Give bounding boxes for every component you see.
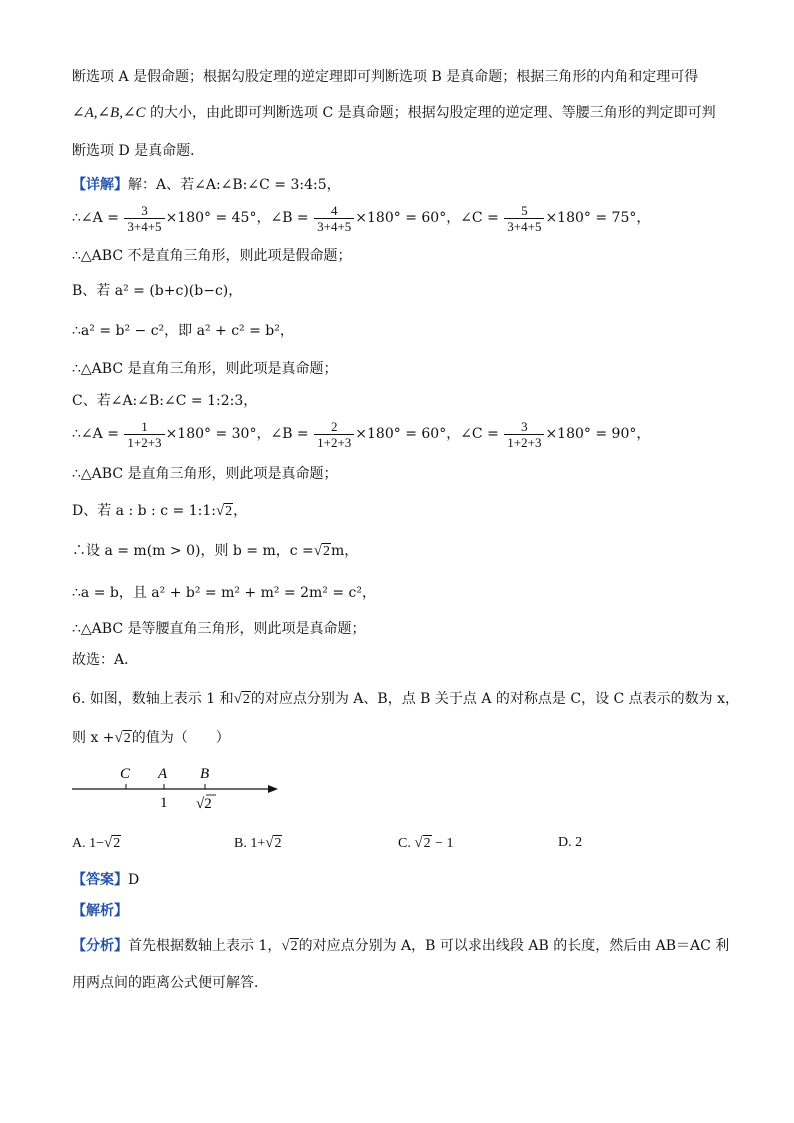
option-d[interactable]: D. 2 xyxy=(558,835,583,850)
text-line: ∴a² = b² − c²，即 a² + c² = b²， xyxy=(72,323,294,339)
point-label-c: C xyxy=(120,766,131,782)
text-span: 首先根据数轴上表示 1， xyxy=(128,938,282,954)
arrow-head-icon xyxy=(268,785,278,793)
point-label-a: A xyxy=(158,766,168,782)
text-line xyxy=(72,502,247,521)
text-line: ∴△ABC 是等腰直角三角形，则此项是真命题； xyxy=(72,621,366,637)
denominator: 1+2+3 xyxy=(127,434,162,450)
fraction xyxy=(504,419,544,450)
formula-line xyxy=(72,200,650,236)
radicand: 2 xyxy=(423,836,431,851)
text-span: ×180° = 30°，∠B = xyxy=(165,426,309,442)
sqrt: √2 xyxy=(313,543,331,559)
fraction xyxy=(124,419,164,450)
question-line xyxy=(72,729,230,748)
text-span: 的对应点分别为 A，B 可以求出线段 AB 的长度，然后由 AB＝AC 利 xyxy=(298,938,730,954)
question-line xyxy=(72,690,739,709)
radicand: 2 xyxy=(242,692,250,707)
denominator: 3+4+5 xyxy=(507,218,542,234)
option-label: − 1 xyxy=(431,836,454,851)
text-line xyxy=(72,542,358,561)
option-label: A. 1− xyxy=(72,836,105,851)
radicand: 2 xyxy=(225,504,233,519)
text-span: ×180° = 60°，∠C = xyxy=(355,210,499,226)
radicand: 2 xyxy=(113,836,121,851)
fraction xyxy=(314,203,354,234)
radicand: 2 xyxy=(323,544,331,559)
text-line: 断选项 A 是假命题；根据勾股定理的逆定理即可判断选项 B 是真命题；根据三角形的内角和定理可得 xyxy=(72,69,699,85)
option-label: C. xyxy=(398,836,415,851)
text-span: 的值为（ ） xyxy=(131,730,230,746)
text-span: 则 x + xyxy=(72,730,115,746)
text-line: B、若 a² = (b+c)(b−c)， xyxy=(72,283,243,299)
text-span: 解：A、若∠A:∠B:∠C = 3:4:5， xyxy=(128,177,341,193)
numerator: 3 xyxy=(504,419,544,435)
text-line: ∴△ABC 不是直角三角形，则此项是假命题； xyxy=(72,248,352,264)
option-c[interactable] xyxy=(398,835,453,852)
denominator: 3+4+5 xyxy=(317,218,352,234)
text-line: ∴△ABC 是直角三角形，则此项是真命题； xyxy=(72,466,338,482)
denominator: 1+2+3 xyxy=(507,434,542,450)
text-span: ×180° = 45°，∠B = xyxy=(165,210,309,226)
answer-line xyxy=(72,871,139,889)
section-tag: 【答案】 xyxy=(72,872,128,888)
number-line-figure xyxy=(60,760,300,820)
denominator: 3+4+5 xyxy=(127,218,162,234)
sqrt: √2 xyxy=(104,835,121,851)
text-span: 的大小，由此即可判断选项 C 是真命题；根据勾股定理的逆定理、等腰三角形的判定即可判 xyxy=(150,105,716,121)
sqrt: √2 xyxy=(265,835,282,851)
text-span: ∴设 a = m(m > 0)，则 b = m，c = xyxy=(72,543,314,559)
numerator: 3 xyxy=(124,203,164,219)
denominator: 1+2+3 xyxy=(317,434,352,450)
math-angles: ∠A,∠B,∠C xyxy=(72,105,146,121)
text-span: ∴∠A = xyxy=(72,426,119,442)
option-label: B. 1+ xyxy=(234,836,266,851)
point-label-b: B xyxy=(200,766,210,782)
tick-label-sqrt2: √2 xyxy=(196,796,212,812)
sqrt: √2 xyxy=(233,691,250,707)
section-tag: 【分析】 xyxy=(72,938,128,954)
numerator: 5 xyxy=(504,203,544,219)
text-line xyxy=(72,104,716,122)
sqrt: √2 xyxy=(414,835,431,851)
analysis-heading xyxy=(72,902,128,920)
section-tag: 【解析】 xyxy=(72,903,128,919)
radicand: 2 xyxy=(290,939,298,954)
text-span: m， xyxy=(331,543,359,559)
sqrt: √2 xyxy=(215,503,233,519)
text-span: D、若 a : b : c = 1:1: xyxy=(72,503,216,519)
numerator: 2 xyxy=(314,419,354,435)
tick-label-1: 1 xyxy=(160,795,168,811)
radicand: 2 xyxy=(123,731,131,746)
analysis-line xyxy=(72,937,729,956)
text-line: C、若∠A:∠B:∠C = 1:2:3， xyxy=(72,393,258,409)
text-line: 断选项 D 是真命题． xyxy=(72,143,205,159)
text-span: ×180° = 90°， xyxy=(545,426,651,442)
fraction xyxy=(504,203,544,234)
text-span: ×180° = 75°， xyxy=(545,210,651,226)
numerator: 1 xyxy=(124,419,164,435)
numerator: 4 xyxy=(314,203,354,219)
formula-line xyxy=(72,416,650,452)
option-a[interactable] xyxy=(72,835,121,852)
text-line: ∴△ABC 是直角三角形，则此项是真命题； xyxy=(72,361,338,377)
sqrt: √2 xyxy=(281,938,298,954)
text-span: 的对应点分别为 A、B，点 B 关于点 A 的对称点是 C，设 C 点表示的数为 x， xyxy=(250,691,740,707)
text-span: 6. 如图，数轴上表示 1 和 xyxy=(72,691,234,707)
answer-value: D xyxy=(128,872,140,888)
analysis-line: 用两点间的距离公式便可解答． xyxy=(72,975,268,991)
radicand: 2 xyxy=(274,836,282,851)
text-span: ∴∠A = xyxy=(72,210,119,226)
text-span: ， xyxy=(233,503,248,519)
section-tag: 【详解】 xyxy=(72,177,128,193)
fraction xyxy=(124,203,164,234)
option-b[interactable] xyxy=(234,835,282,852)
sqrt: √2 xyxy=(114,730,131,746)
fraction xyxy=(314,419,354,450)
text-line xyxy=(72,176,341,194)
text-span: ×180° = 60°，∠C = xyxy=(355,426,499,442)
text-line: 故选：A． xyxy=(72,652,139,668)
text-line: ∴a = b，且 a² + b² = m² + m² = 2m² = c²， xyxy=(72,585,377,601)
